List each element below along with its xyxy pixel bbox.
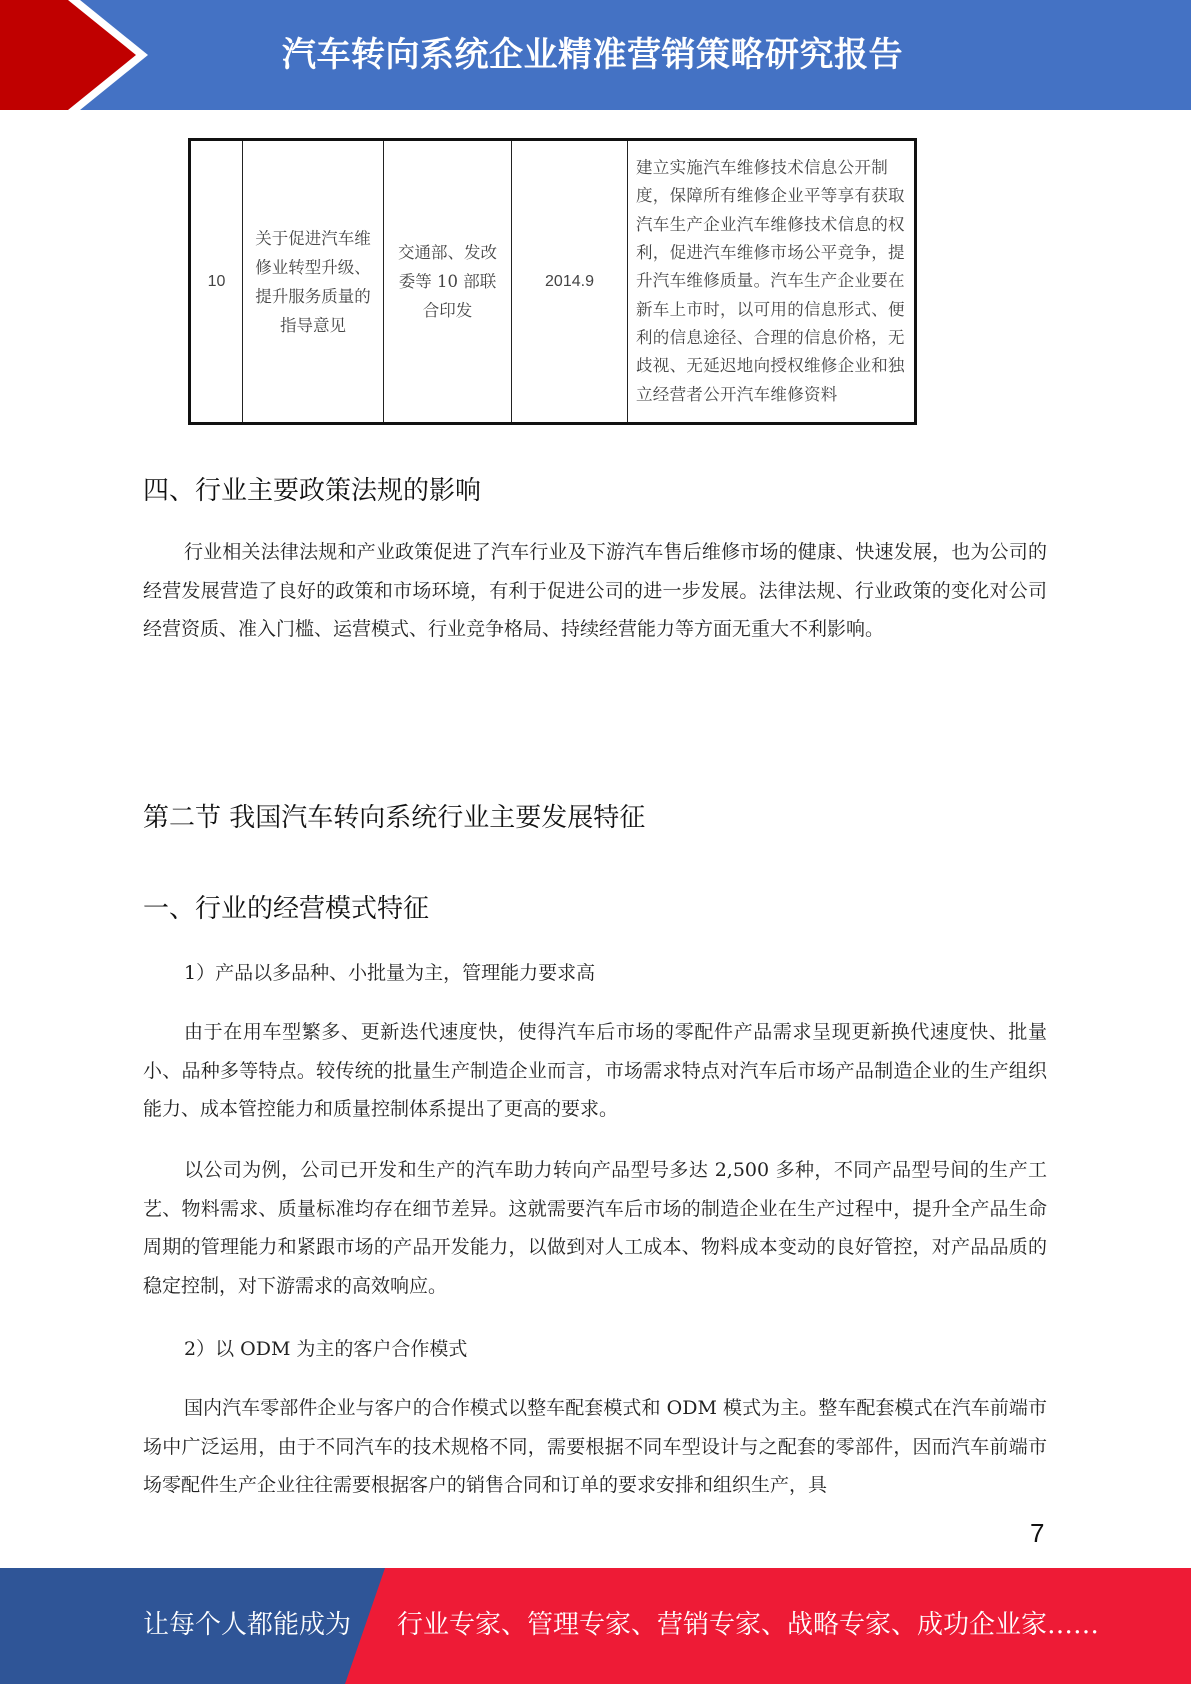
cell-date: 2014.9 [512,140,628,424]
footer-slogan-left: 让每个人都能成为 [143,1610,352,1640]
report-title: 汽车转向系统企业精准营销策略研究报告 [282,35,903,75]
header-arrow-decoration [0,0,160,110]
arrow-shape [0,0,136,110]
cell-content: 建立实施汽车维修技术信息公开制度，保障所有维修企业平等享有获取汽车生产企业汽车维修技术信息的权利，促进汽车维修市场公平竞争，提升汽车维修质量。汽车生产企业要在新车上市时，以可用的信息形式、便利的信息途径、合理的信息价格，无歧视、无延迟地向授权维修企业和独立经营者公开汽车维修资料 [628,140,916,424]
page-footer [0,1568,1191,1684]
cell-number: 10 [190,140,243,424]
cell-policy-name: 关于促进汽车维修业转型升级、提升服务质量的指导意见 [243,140,384,424]
heading-section-two: 第二节 我国汽车转向系统行业主要发展特征 [143,803,646,833]
paragraph-3: 国内汽车零部件企业与客户的合作模式以整车配套模式和 ODM 模式为主。整车配套模式在汽车前端市场中广泛运用，由于不同汽车的技术规格不同，需要根据不同车型设计与之配套的零部件，因而汽车前端市场零配件生产企业往往需要根据客户的销售合同和订单的要求安排和组织生产，具 [143,1397,1047,1496]
paragraph-policy-impact: 行业相关法律法规和产业政策促进了汽车行业及下游汽车售后维修市场的健康、快速发展，也为公司的经营发展营造了良好的政策和市场环境，有利于促进公司的进一步发展。法律法规、行业政策的变化对公司经营资质、准入门槛、运营模式、行业竞争格局、持续经营能力等方面无重大不利影响。 [143,541,1047,640]
heading-business-model: 一、行业的经营模式特征 [143,894,430,924]
paragraph-2: 以公司为例，公司已开发和生产的汽车助力转向产品型号多达 2,500 多种，不同产品型号间的生产工艺、物料需求、质量标准均存在细节差异。这就需要汽车后市场的制造企业在生产过程中，提升全产品生命周期的管理能力和紧跟市场的产品开发能力，以做到对人工成本、物料成本变动的良好管控，对产品品质的稳定控制，对下游需求的高效响应。 [143,1159,1047,1297]
policy-table [188,138,917,425]
paragraph-1: 由于在用车型繁多、更新迭代速度快，使得汽车后市场的零配件产品需求呈现更新换代速度快、批量小、品种多等特点。较传统的批量生产制造企业而言，市场需求特点对汽车后市场产品制造企业的生产组织能力、成本管控能力和质量控制体系提出了更高的要求。 [143,1021,1047,1120]
cell-issuer: 交通部、发改委等 10 部联合印发 [384,140,512,424]
item-2-heading: 2）以 ODM 为主的客户合作模式 [184,1338,468,1360]
footer-slogan-right: 行业专家、管理专家、营销专家、战略专家、成功企业家…… [397,1610,1100,1640]
item-1-heading: 1）产品以多品种、小批量为主，管理能力要求高 [184,962,596,984]
page-number: 7 [1030,1518,1045,1548]
table-row [190,140,916,424]
heading-policy-impact: 四、行业主要政策法规的影响 [143,476,482,506]
page-header [0,0,1191,110]
